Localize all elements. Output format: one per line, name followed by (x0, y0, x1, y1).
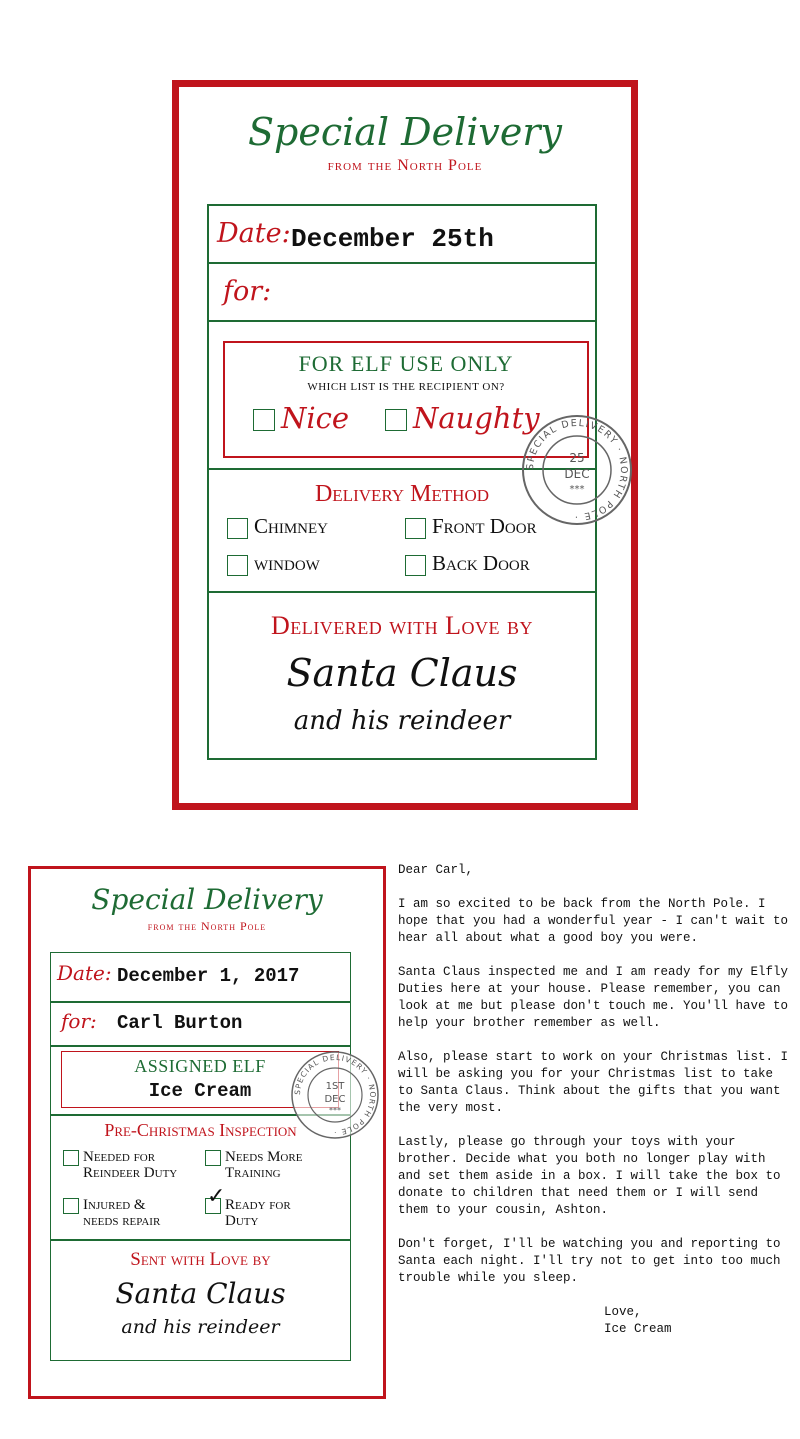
letter-paragraph: Santa Claus inspected me and I am ready for my Elfly Duties here at your house. Please remember, you can look at me but please don't touch me. You'll have to help your brother remember as well. (398, 965, 789, 1030)
option-line1: Needs More (225, 1149, 303, 1165)
option-reindeer-duty[interactable] (63, 1149, 177, 1181)
divider (209, 591, 595, 593)
postmark-stamp (519, 412, 635, 528)
naughty-checkbox[interactable] (385, 409, 407, 431)
inspection-title: Pre-Christmas Inspection (104, 1120, 297, 1140)
assigned-elf-name: Ice Cream (148, 1080, 252, 1102)
card-subtitle: from the North Pole (327, 157, 483, 174)
sent-by-label: Sent with Love by (130, 1249, 271, 1270)
option-line2: Duty (225, 1213, 259, 1229)
option-line2: Reindeer Duty (83, 1165, 178, 1181)
form-box (50, 952, 351, 1361)
naughty-label: Naughty (413, 401, 540, 435)
delivery-method-title: Delivery Method (314, 481, 490, 507)
option-ready-for-duty[interactable] (205, 1184, 291, 1229)
postmark-stamp (289, 1049, 381, 1141)
card-title: Special Delivery (247, 110, 563, 154)
option-line1: Ready for (225, 1197, 291, 1213)
divider (209, 320, 595, 322)
delivery-card-large (172, 80, 638, 810)
method-label: Front Door (432, 514, 537, 538)
checkbox[interactable] (405, 518, 426, 539)
date-value: December 25th (291, 224, 494, 254)
divider (51, 1045, 350, 1047)
letter-signoff: Ice Cream (604, 1322, 672, 1336)
stamp-stars: *** (569, 484, 585, 495)
for-value: Carl Burton (117, 1012, 243, 1034)
option-line2: needs repair (83, 1213, 161, 1229)
signature-santa: Santa Claus (286, 651, 518, 695)
elf-letter (398, 862, 793, 1338)
option-line1: Injured & (83, 1197, 146, 1213)
assigned-elf-title: ASSIGNED ELF (134, 1056, 266, 1076)
elf-use-question: WHICH LIST IS THE RECIPIENT ON? (307, 381, 505, 393)
method-window[interactable] (227, 551, 320, 576)
letter-paragraph: Don't forget, I'll be watching you and reporting to Santa each night. I'll try not to get into too much trouble while you sleep. (398, 1237, 781, 1285)
stamp-month: DEC (564, 467, 590, 481)
method-label: Back Door (432, 551, 530, 575)
stamp-stars: *** (329, 1106, 341, 1115)
elf-use-title: FOR ELF USE ONLY (298, 351, 514, 376)
checkbox[interactable] (63, 1150, 79, 1166)
stamp-month: DEC (324, 1094, 346, 1105)
checkmark-icon: ✓ (207, 1184, 226, 1209)
stamp-ring-text: SPECIAL DELIVERY · NORTH POLE · (524, 417, 630, 523)
method-label: window (254, 551, 320, 575)
naughty-option[interactable] (385, 401, 540, 435)
checkbox[interactable] (227, 555, 248, 576)
signature-santa: Santa Claus (115, 1277, 286, 1310)
nice-option[interactable] (253, 401, 349, 435)
checkbox[interactable] (227, 518, 248, 539)
card-subtitle: from the North Pole (147, 919, 267, 933)
letter-paragraph: Also, please start to work on your Christmas list. I will be asking you for your Christmas list to take to Santa Claus. Think about the gifts that you want the very most. (398, 1050, 789, 1115)
signature-reindeer: and his reindeer (121, 1316, 280, 1338)
option-needs-training[interactable] (205, 1149, 302, 1181)
stamp-day: 1ST (325, 1081, 345, 1092)
for-label: for: (61, 1009, 97, 1033)
delivery-card-small (28, 866, 386, 1399)
letter-closing: Love, (604, 1305, 642, 1319)
method-front-door[interactable] (405, 514, 537, 539)
option-injured[interactable] (63, 1197, 160, 1229)
for-label: for: (223, 276, 272, 307)
letter-paragraph: Lastly, please go through your toys with your brother. Decide what you both no longer play with and set them aside in a box. I will take the box to donate to children that need them or I will send them to your cousin, Ashton. (398, 1135, 781, 1217)
method-back-door[interactable] (405, 551, 530, 576)
checkbox[interactable] (63, 1198, 79, 1214)
option-line2: Training (225, 1165, 281, 1181)
date-label: Date: (57, 961, 112, 985)
date-label: Date: (217, 218, 291, 249)
letter-greeting: Dear Carl, (398, 863, 474, 877)
signature-reindeer: and his reindeer (293, 706, 511, 736)
delivered-by-label: Delivered with Love by (270, 611, 534, 640)
checkbox[interactable] (205, 1150, 221, 1166)
stamp-day: 25 (569, 451, 585, 465)
option-line1: Needed for (83, 1149, 156, 1165)
nice-checkbox[interactable] (253, 409, 275, 431)
date-value: December 1, 2017 (117, 965, 300, 987)
checkbox[interactable] (405, 555, 426, 576)
divider (51, 1001, 350, 1003)
method-label: Chimney (254, 514, 328, 538)
stamp-ring-text: SPECIAL DELIVERY · NORTH POLE · (292, 1052, 378, 1138)
nice-label: Nice (281, 401, 350, 435)
method-chimney[interactable] (227, 514, 328, 539)
divider (209, 262, 595, 264)
card-title: Special Delivery (91, 883, 323, 916)
letter-paragraph: I am so excited to be back from the North Pole. I hope that you had a wonderful year - I can't wait to hear all about what a good boy you were. (398, 897, 789, 945)
divider (51, 1239, 350, 1241)
